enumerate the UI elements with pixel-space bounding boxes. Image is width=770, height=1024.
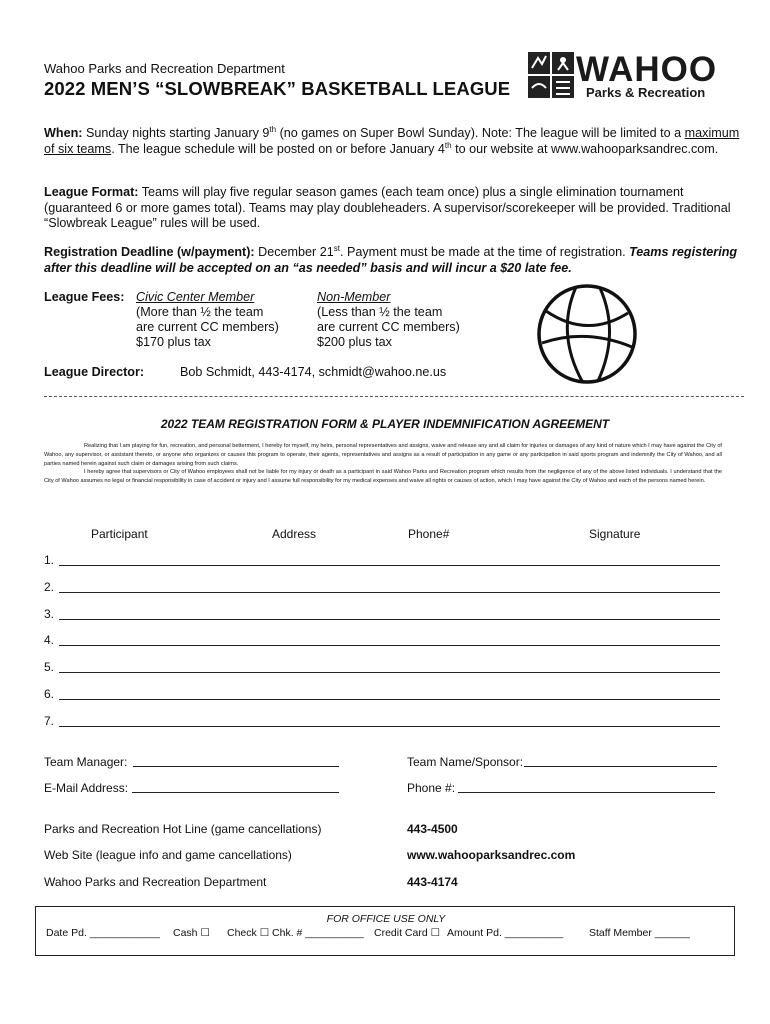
divider	[44, 396, 744, 397]
waiver-paragraph: Realizing that I am playing for fun, recreation, and personal betterment, I hereby for myself, my heirs, personal representatives and assigns, waive and release any and all claim for injuries or damages of any kind of nature which I may have against the City of Wahoo, any supervisor, or assistant thereto, or anyone who organizes or causes this program to operate, their agents, representatives and assigns as a result of participation in any game or any participation in said sports program and indemnify the City of Wahoo, and all parties named herein against such claim or damages arising from such claims.	[44, 443, 722, 467]
row-number: 2.	[44, 580, 55, 594]
team-manager-label: Team Manager:	[44, 755, 128, 769]
waiver-paragraph: I hereby agree that supervisors or City of Wahoo employees shall not be liable for my injury or death as a participant in said Wahoo Parks and Recreation program which results from the negligence of any of the above listed individuals. I understand that the City of Wahoo assumes no legal or financial responsibility in case of accident or injury and I assume full responsibility for my medical expenses and waive all rights or causes of action, which I may have against the City of Wahoo and each of the persons named herein.	[44, 469, 722, 485]
participant-row[interactable]	[44, 714, 720, 728]
participant-row[interactable]	[44, 687, 720, 701]
waiver-text	[44, 442, 722, 486]
when-sup: th	[444, 140, 452, 150]
nonmember-line: (Less than ½ the team	[317, 305, 443, 319]
when-label: When:	[44, 126, 83, 140]
member-price: $170 plus tax	[136, 335, 211, 349]
director-label: League Director:	[44, 365, 145, 379]
participant-line[interactable]	[59, 699, 720, 700]
participant-line[interactable]	[59, 565, 720, 566]
checkbox-icon[interactable]: ☐	[430, 927, 441, 939]
department-phone-label: Wahoo Parks and Recreation Department	[44, 875, 267, 889]
check-option[interactable]	[227, 927, 364, 939]
nonmember-heading: Non-Member	[317, 290, 391, 304]
format-paragraph	[44, 185, 744, 232]
phone-label: Phone #:	[407, 781, 456, 795]
row-number: 3.	[44, 607, 55, 621]
office-heading: FOR OFFICE USE ONLY	[326, 913, 446, 925]
when-text: Sunday nights starting January 9	[82, 126, 270, 140]
team-sponsor-label: Team Name/Sponsor:	[407, 755, 524, 769]
page-title: 2022 MEN’S “SLOWBREAK” BASKETBALL LEAGUE	[44, 78, 511, 99]
when-text: . The league schedule will be posted on or before January 4	[111, 141, 445, 156]
participant-row[interactable]	[44, 553, 720, 567]
when-limit: maximum of six teams	[44, 126, 740, 156]
team-manager-field[interactable]	[133, 766, 339, 767]
office-use-box	[35, 906, 735, 956]
format-label: League Format:	[44, 185, 139, 199]
hotline-label: Parks and Recreation Hot Line (game cancellations)	[44, 822, 322, 836]
participant-line[interactable]	[59, 726, 720, 727]
participant-row[interactable]	[44, 660, 720, 674]
row-number: 7.	[44, 714, 55, 728]
cash-option[interactable]	[173, 927, 210, 939]
check-number: Chk. # __________	[272, 927, 364, 939]
member-heading: Civic Center Member	[136, 290, 255, 304]
credit-option[interactable]	[374, 927, 440, 939]
deadline-text: December 21	[254, 245, 334, 259]
participant-row[interactable]	[44, 580, 720, 594]
row-number: 5.	[44, 660, 55, 674]
nonmember-line: are current CC members)	[317, 320, 460, 334]
column-address: Address	[272, 527, 317, 541]
column-signature: Signature	[589, 527, 641, 541]
nonmember-price: $200 plus tax	[317, 335, 392, 349]
director-contact: Bob Schmidt, 443-4174, schmidt@wahoo.ne.us	[180, 365, 447, 379]
participant-line[interactable]	[59, 592, 720, 593]
fees-label: League Fees:	[44, 290, 125, 304]
participant-line[interactable]	[59, 645, 720, 646]
basketball-icon	[536, 283, 638, 390]
hotline-value: 443-4500	[407, 822, 458, 836]
checkbox-icon[interactable]: ☐	[200, 927, 210, 939]
staff-member: Staff Member ______	[589, 927, 690, 939]
column-participant: Participant	[91, 527, 148, 541]
email-field[interactable]	[132, 792, 339, 793]
website-value[interactable]: www.wahooparksandrec.com	[407, 848, 576, 862]
deadline-label: Registration Deadline (w/payment):	[44, 245, 255, 259]
email-label: E-Mail Address:	[44, 781, 129, 795]
column-phone: Phone#	[408, 527, 450, 541]
participant-row[interactable]	[44, 633, 720, 647]
participant-line[interactable]	[59, 672, 720, 673]
member-line: are current CC members)	[136, 320, 279, 334]
when-text: to our website at www.wahooparksandrec.com.	[451, 141, 719, 156]
format-text: Teams will play five regular season games (each team once) plus a single elimination tournament (guaranteed 6 or more games total). Teams may play doubleheaders. A supervisor/scorekeeper will be provided. Traditional “Slowbreak League” rules will be used.	[44, 185, 731, 230]
phone-field[interactable]	[458, 792, 715, 793]
cash-label: Cash	[173, 927, 198, 939]
form-title: 2022 TEAM REGISTRATION FORM & PLAYER INDEMNIFICATION AGREEMENT	[160, 417, 610, 431]
when-text: (no games on Super Bowl Sunday). Note: The league will be limited to a	[276, 126, 685, 140]
when-paragraph	[44, 126, 744, 157]
member-fee	[136, 290, 279, 350]
logo-tagline: Parks & Recreation	[586, 85, 706, 100]
department-name: Wahoo Parks and Recreation Department	[44, 61, 285, 76]
deadline-text: . Payment must be made at the time of registration.	[339, 245, 630, 259]
team-sponsor-field[interactable]	[524, 766, 717, 767]
department-phone-value: 443-4174	[407, 875, 458, 889]
amount-paid: Amount Pd. __________	[447, 927, 564, 939]
row-number: 6.	[44, 687, 55, 701]
logo-wordmark: WAHOO	[576, 50, 718, 89]
participant-line[interactable]	[59, 619, 720, 620]
row-number: 4.	[44, 633, 55, 647]
late-fee-notice: Teams registering after this deadline will be accepted on an “as needed” basis and will incur a $20 late fee.	[44, 245, 738, 275]
website-label: Web Site (league info and game cancellations)	[44, 848, 292, 862]
member-line: (More than ½ the team	[136, 305, 264, 319]
checkbox-icon[interactable]: ☐	[259, 927, 270, 939]
row-number: 1.	[44, 553, 55, 567]
nonmember-fee	[317, 290, 460, 350]
credit-label: Credit Card	[374, 927, 428, 939]
participant-row[interactable]	[44, 607, 720, 621]
deadline-paragraph	[44, 245, 744, 276]
deadline-sup: st	[333, 243, 340, 253]
date-paid: Date Pd. ____________	[46, 927, 160, 939]
when-sup: th	[269, 124, 277, 134]
check-label: Check	[227, 927, 257, 939]
